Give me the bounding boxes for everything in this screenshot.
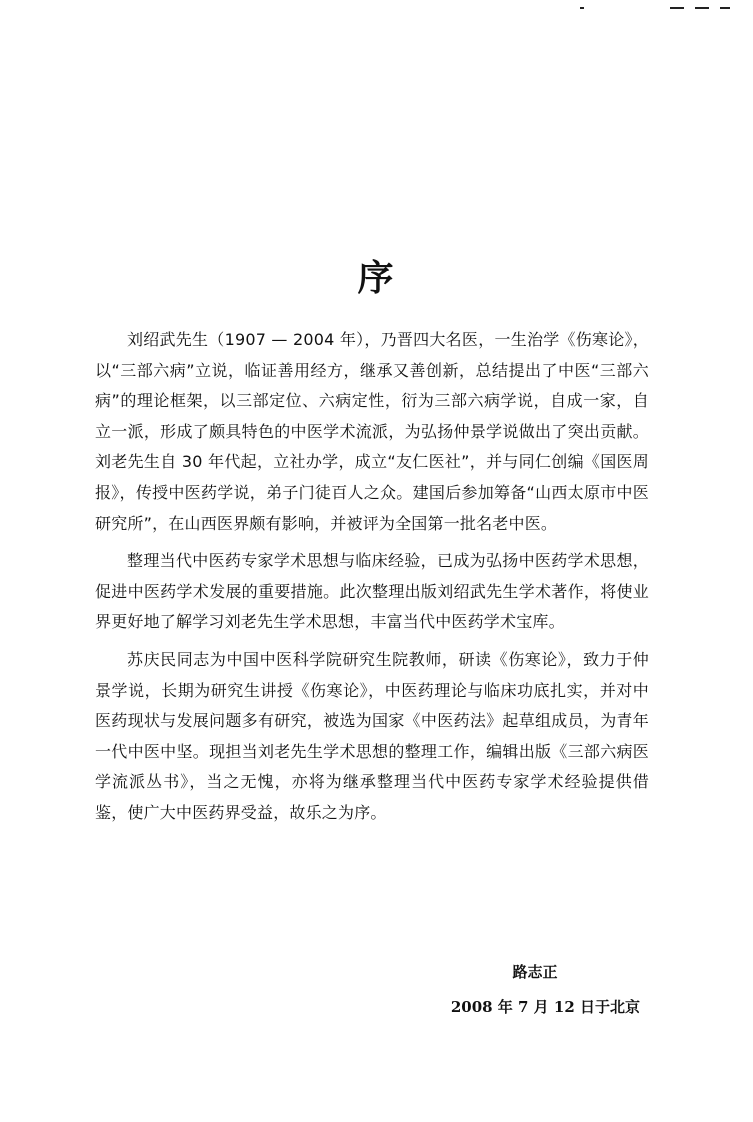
scan-dash-mark xyxy=(670,7,684,9)
preface-paragraph: 刘绍武先生（1907 — 2004 年），乃晋四大名医，一生治学《伤寒论》，以“三部六病”立说，临证善用经方，继承又善创新，总结提出了中医“三部六病”的理论框架，以三部定位、六病定性，衍为三部六病学说，自成一家，自立一派，形成了颇具特色的中医学术流派，为弘扬仲景学说做出了突出贡献。刘老先生自 30 年代起，立社办学，成立“友仁医社”，并与同仁创编《国医周报》，传授中医药学说，弟子门徒百人之众。建国后参加筹备“山西太原市中医研究所”，在山西医界颇有影响，并被评为全国第一批名老中医。 xyxy=(95,330,649,533)
scan-dash-mark xyxy=(695,7,709,9)
scan-artifact-marks xyxy=(580,4,750,14)
scan-dot-mark xyxy=(580,7,584,9)
preface-paragraph: 整理当代中医药专家学术思想与临床经验，已成为弘扬中医药学术思想，促进中医药学术发展的重要措施。此次整理出版刘绍武先生学术著作，将使业界更好地了解学习刘老先生学术思想，丰富当代中医药学术宝库。 xyxy=(95,551,649,632)
scan-dash-mark xyxy=(720,7,730,9)
date-place-line: 2008 年 7 月 12 日于北京 xyxy=(450,998,640,1016)
preface-body xyxy=(95,325,649,836)
page-title: 序 xyxy=(357,257,396,300)
preface-paragraph: 苏庆民同志为中国中医科学院研究生院教师，研读《伤寒论》，致力于仲景学说，长期为研究生讲授《伤寒论》，中医药理论与临床功底扎实，并对中医药现状与发展问题多有研究，被选为国家《中医药法》起草组成员，为青年一代中医中坚。现担当刘老先生学术思想的整理工作，编辑出版《三部六病医学流派丛书》，当之无愧，亦将为继承整理当代中医药专家学术经验提供借鉴，使广大中医药界受益，故乐之为序。 xyxy=(95,649,649,822)
author-signature: 路志正 xyxy=(512,963,558,981)
